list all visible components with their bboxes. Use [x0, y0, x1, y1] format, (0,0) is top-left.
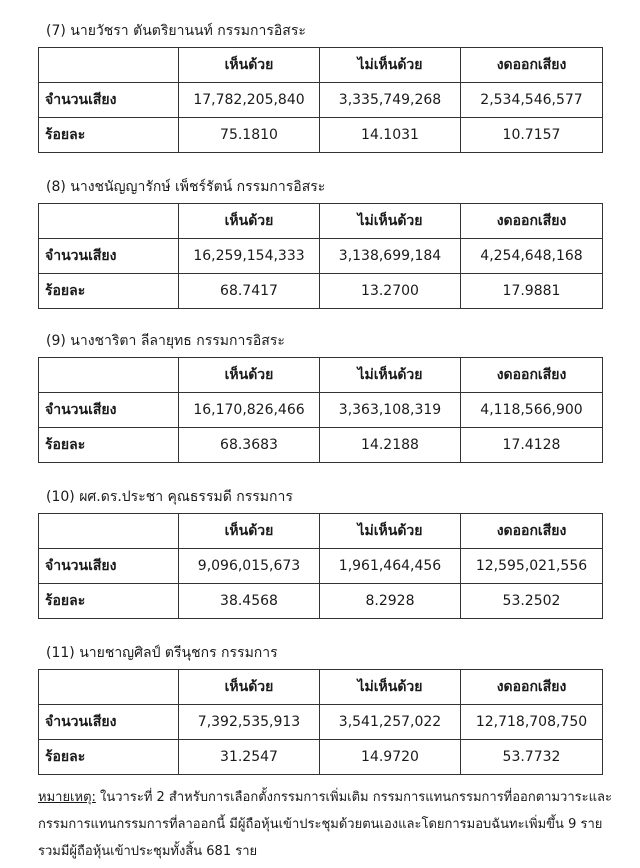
section-11 [38, 643, 602, 775]
percent-abstain: 17.9881 [461, 274, 603, 309]
percent-label: ร้อยละ [39, 428, 179, 463]
vote-table [38, 357, 603, 463]
empty-header-cell [39, 514, 179, 549]
votes-row [39, 83, 603, 118]
votes-label: จำนวนเสียง [39, 705, 179, 740]
header-abstain: งดออกเสียง [461, 48, 603, 83]
footnote [38, 784, 613, 865]
votes-agree: 17,782,205,840 [179, 83, 320, 118]
votes-disagree: 1,961,464,456 [320, 549, 461, 584]
percent-row [39, 274, 603, 309]
section-title: (11) นายชาญศิลป์ ตรีนุชกร กรรมการ [46, 645, 278, 661]
vote-table [38, 203, 603, 309]
vote-table [38, 669, 603, 775]
votes-disagree: 3,138,699,184 [320, 239, 461, 274]
footnote-line-2: กรรมการแทนกรรมการที่ลาออกนี้ มีผู้ถือหุ้นเข้าประชุมด้วยตนเองและโดยการมอบฉันทะเพิ่มขึ้น 9 ราย [38, 817, 603, 832]
percent-disagree: 14.1031 [320, 118, 461, 153]
empty-header-cell [39, 204, 179, 239]
section-title: (7) นายวัชรา ตันตริยานนท์ กรรมการอิสระ [46, 23, 306, 39]
percent-label: ร้อยละ [39, 274, 179, 309]
footnote-text-1: ในวาระที่ 2 สำหรับการเลือกตั้งกรรมการเพิ่มเติม กรรมการแทนกรรมการที่ออกตามวาระและ [95, 790, 612, 805]
percent-agree: 68.3683 [179, 428, 320, 463]
votes-row [39, 549, 603, 584]
section-7 [38, 21, 602, 153]
header-agree: เห็นด้วย [179, 48, 320, 83]
header-row [39, 514, 603, 549]
empty-header-cell [39, 48, 179, 83]
header-row [39, 48, 603, 83]
footnote-label: หมายเหตุ: [38, 790, 96, 805]
percent-agree: 38.4568 [179, 584, 320, 619]
header-abstain: งดออกเสียง [461, 670, 603, 705]
header-abstain: งดออกเสียง [461, 514, 603, 549]
votes-label: จำนวนเสียง [39, 83, 179, 118]
votes-row [39, 393, 603, 428]
header-row [39, 670, 603, 705]
votes-label: จำนวนเสียง [39, 549, 179, 584]
footnote-line-1 [38, 784, 613, 811]
percent-abstain: 10.7157 [461, 118, 603, 153]
votes-agree: 7,392,535,913 [179, 705, 320, 740]
votes-label: จำนวนเสียง [39, 393, 179, 428]
percent-agree: 68.7417 [179, 274, 320, 309]
votes-label: จำนวนเสียง [39, 239, 179, 274]
votes-abstain: 2,534,546,577 [461, 83, 603, 118]
percent-label: ร้อยละ [39, 118, 179, 153]
percent-label: ร้อยละ [39, 584, 179, 619]
votes-disagree: 3,363,108,319 [320, 393, 461, 428]
header-abstain: งดออกเสียง [461, 204, 603, 239]
vote-table [38, 513, 603, 619]
header-agree: เห็นด้วย [179, 204, 320, 239]
percent-abstain: 17.4128 [461, 428, 603, 463]
votes-agree: 9,096,015,673 [179, 549, 320, 584]
votes-agree: 16,259,154,333 [179, 239, 320, 274]
vote-table [38, 47, 603, 153]
empty-header-cell [39, 358, 179, 393]
percent-row [39, 118, 603, 153]
percent-agree: 31.2547 [179, 740, 320, 775]
votes-abstain: 12,718,708,750 [461, 705, 603, 740]
section-title: (8) นางชนัญญารักษ์ เพ็ชร์รัตน์ กรรมการอิสระ [46, 179, 326, 195]
header-row [39, 358, 603, 393]
header-agree: เห็นด้วย [179, 514, 320, 549]
section-title: (10) ผศ.ดร.ประชา คุณธรรมดี กรรมการ [46, 489, 293, 505]
header-disagree: ไม่เห็นด้วย [320, 670, 461, 705]
section-8 [38, 177, 602, 309]
header-agree: เห็นด้วย [179, 670, 320, 705]
header-disagree: ไม่เห็นด้วย [320, 204, 461, 239]
empty-header-cell [39, 670, 179, 705]
header-row [39, 204, 603, 239]
percent-row [39, 584, 603, 619]
percent-agree: 75.1810 [179, 118, 320, 153]
votes-row [39, 239, 603, 274]
votes-abstain: 4,118,566,900 [461, 393, 603, 428]
percent-disagree: 8.2928 [320, 584, 461, 619]
percent-disagree: 13.2700 [320, 274, 461, 309]
header-disagree: ไม่เห็นด้วย [320, 514, 461, 549]
percent-disagree: 14.2188 [320, 428, 461, 463]
percent-label: ร้อยละ [39, 740, 179, 775]
header-disagree: ไม่เห็นด้วย [320, 48, 461, 83]
votes-abstain: 4,254,648,168 [461, 239, 603, 274]
votes-disagree: 3,335,749,268 [320, 83, 461, 118]
section-10 [38, 487, 602, 619]
header-disagree: ไม่เห็นด้วย [320, 358, 461, 393]
percent-row [39, 428, 603, 463]
percent-abstain: 53.2502 [461, 584, 603, 619]
header-abstain: งดออกเสียง [461, 358, 603, 393]
votes-agree: 16,170,826,466 [179, 393, 320, 428]
section-9 [38, 331, 602, 463]
votes-row [39, 705, 603, 740]
votes-abstain: 12,595,021,556 [461, 549, 603, 584]
votes-disagree: 3,541,257,022 [320, 705, 461, 740]
percent-disagree: 14.9720 [320, 740, 461, 775]
percent-row [39, 740, 603, 775]
header-agree: เห็นด้วย [179, 358, 320, 393]
percent-abstain: 53.7732 [461, 740, 603, 775]
section-title: (9) นางชาริตา ลีลายุทธ กรรมการอิสระ [46, 333, 285, 349]
footnote-line-3: รวมมีผู้ถือหุ้นเข้าประชุมทั้งสิ้น 681 ราย [38, 844, 258, 859]
